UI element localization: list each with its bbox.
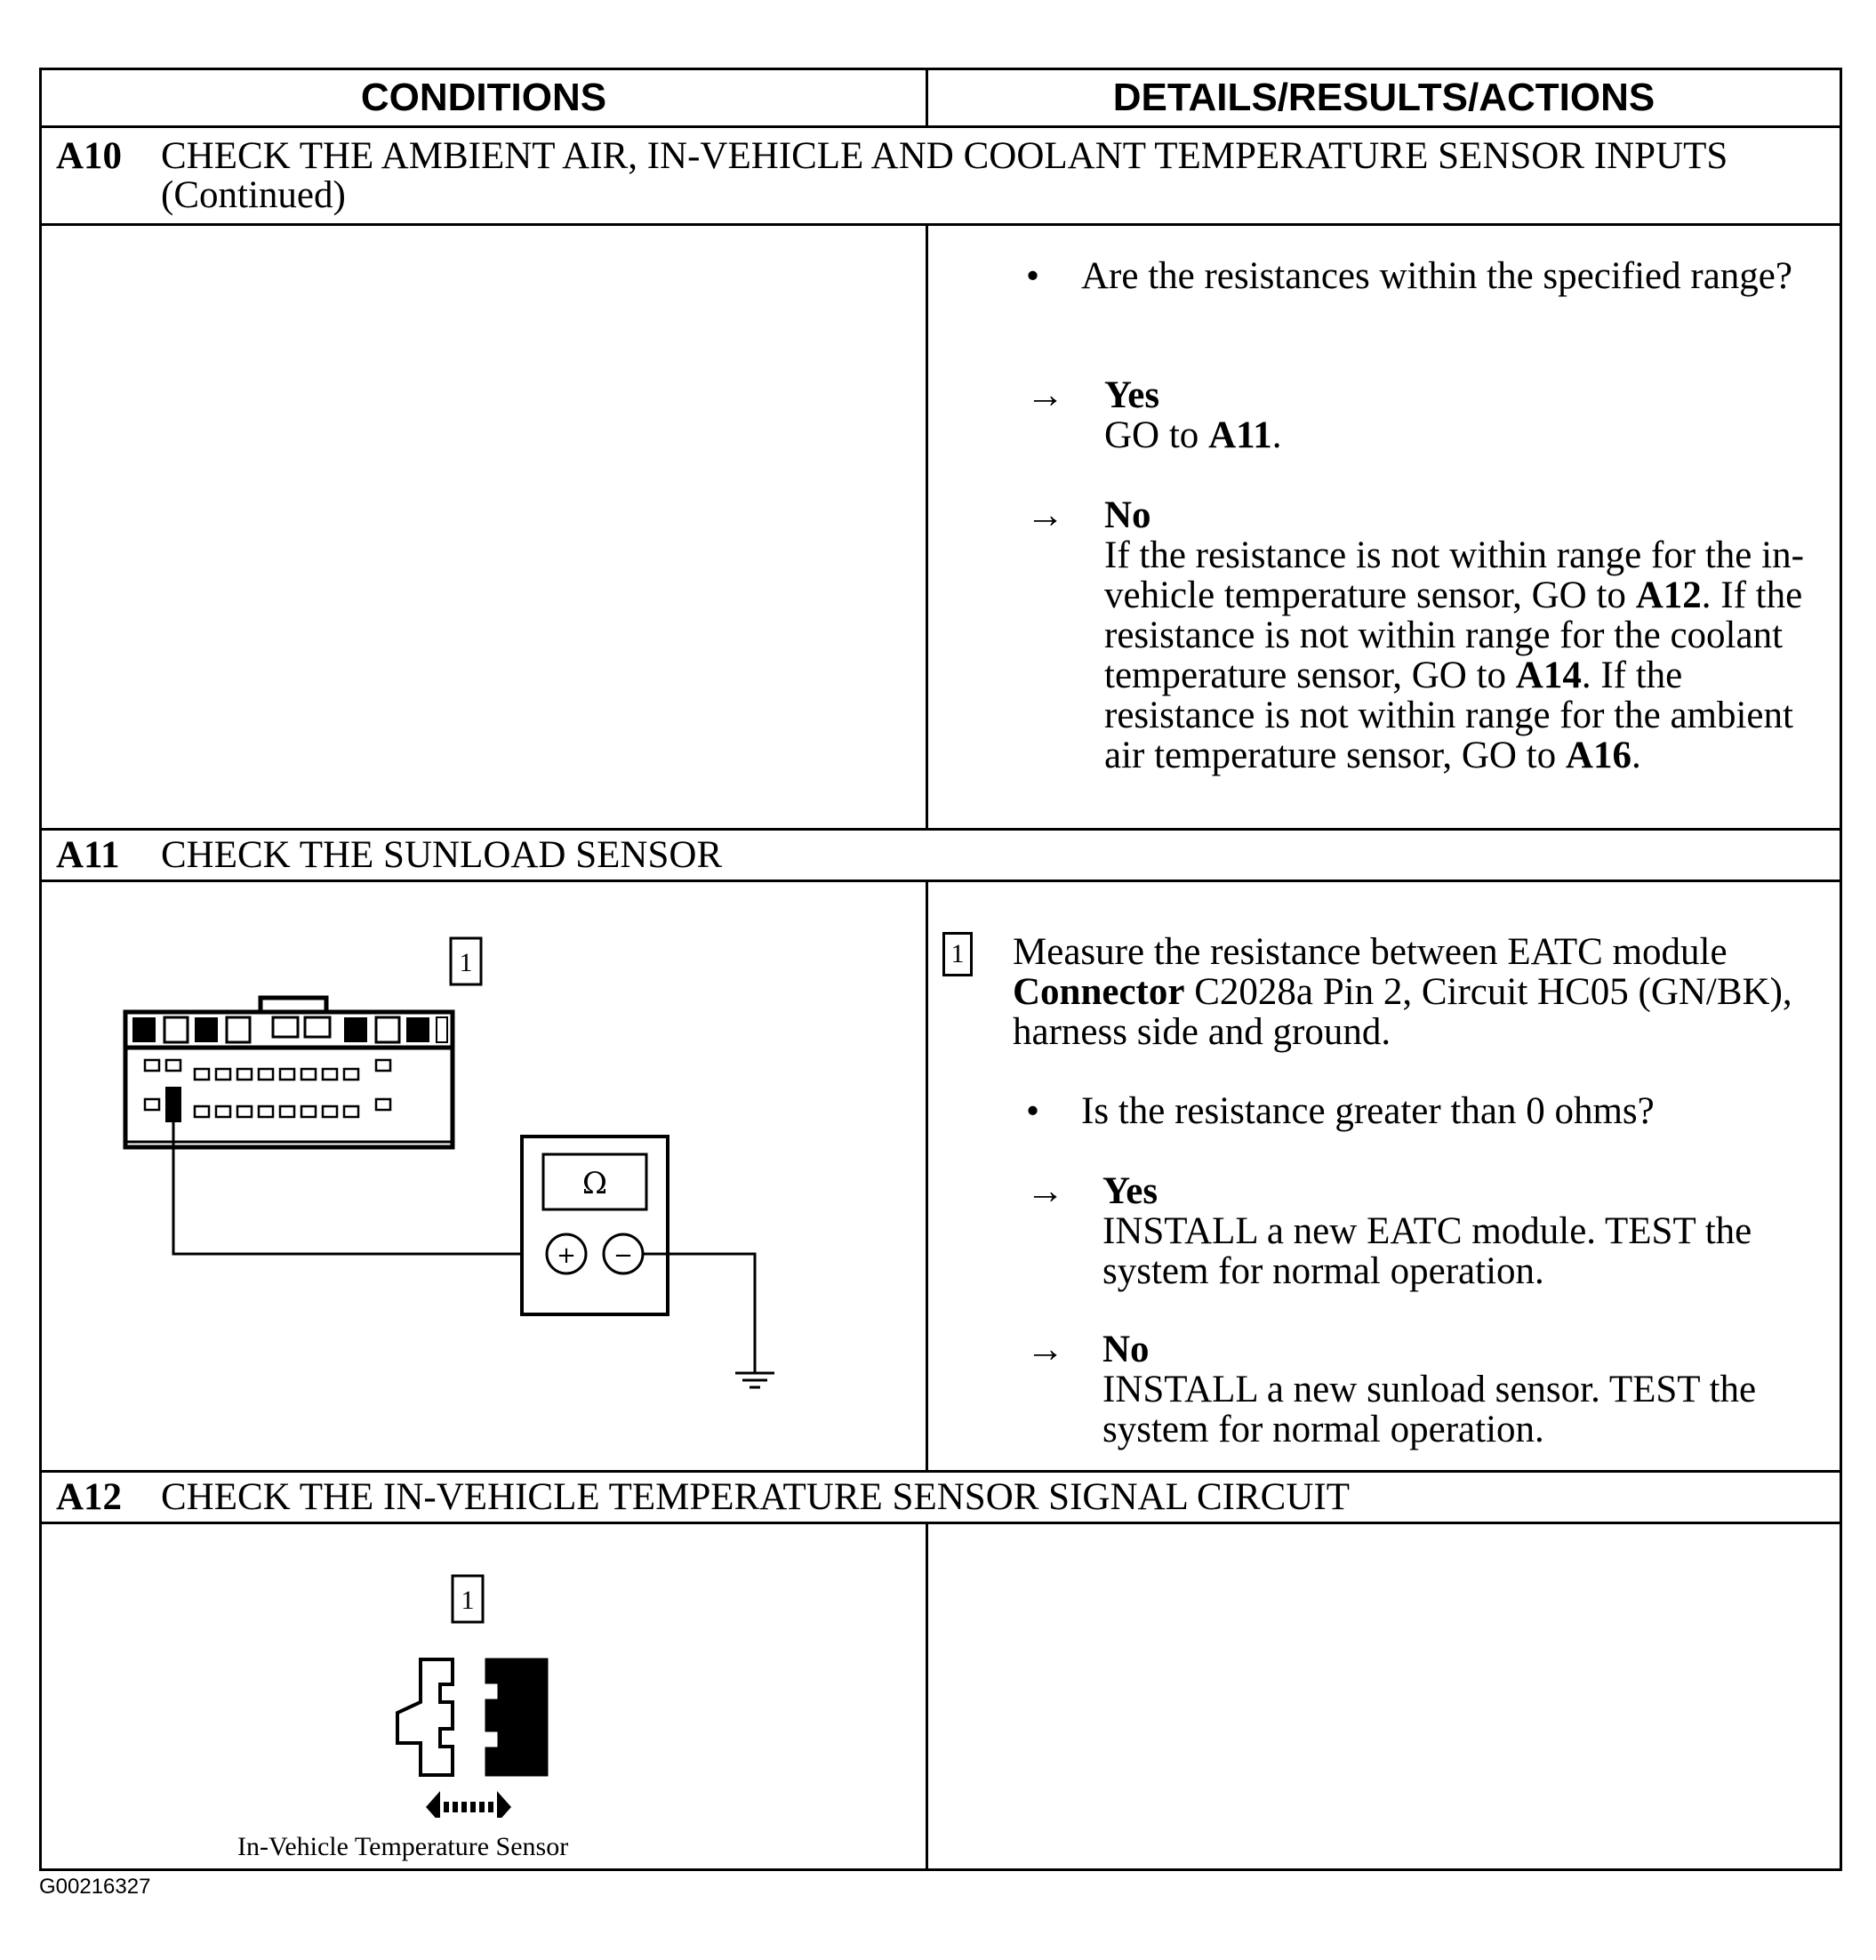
a11-question: Is the resistance greater than 0 ohms? [1081, 1090, 1655, 1132]
a10-step-title: CHECK THE AMBIENT AIR, IN-VEHICLE AND COOLANT TEMPERATURE SENSOR INPUTS (Continued) [161, 135, 1728, 216]
a11-conditions-cell [39, 880, 928, 1473]
a11-section-header [39, 828, 1842, 882]
a11-yes-arrow-icon: → [1026, 1170, 1064, 1212]
a11-bullet-icon: • [1026, 1090, 1040, 1132]
conditions-header [39, 68, 928, 128]
procedure-table [39, 68, 1842, 1871]
a11-step-code: A11 [56, 834, 120, 876]
a10-yes-label: Yes [1104, 374, 1160, 416]
step-1-marker [451, 938, 481, 984]
a12-step-code: A12 [56, 1476, 123, 1518]
a11-step-title: CHECK THE SUNLOAD SENSOR [161, 834, 723, 876]
a11-step-text: Measure the resistance between EATC module Connector C2028a Pin 2, Circuit HC05 (GN/BK), harness side and ground. [1013, 931, 1792, 1053]
svg-text:1: 1 [461, 1586, 475, 1615]
a12-details-cell [926, 1522, 1842, 1871]
a10-question: Are the resistances within the specified range? [1081, 255, 1792, 297]
conditions-header-text: CONDITIONS [360, 76, 607, 119]
a11-yes-label: Yes [1102, 1170, 1158, 1212]
svg-text:+: + [557, 1242, 576, 1269]
a11-yes-action: INSTALL a new EATC module. TEST the system for normal operation. [1102, 1210, 1752, 1292]
a10-yes-action: GO to A11. [1104, 414, 1282, 456]
a10-conditions-cell [39, 223, 928, 831]
details-header-text: DETAILS/RESULTS/ACTIONS [1112, 76, 1656, 119]
a12-section-header [39, 1470, 1842, 1524]
sunload-test-diagram [42, 882, 926, 1469]
svg-text:1: 1 [459, 948, 473, 977]
a10-bullet-icon: • [1026, 255, 1040, 297]
a10-no-action: If the resistance is not within range for the in-vehicle temperature sensor, GO to A12. If the resistance is not within range for the coolant temperature sensor, GO to A14. If the resistance is not within range for the ambient air temperature sensor, GO to A16. [1104, 534, 1804, 776]
disconnect-arrow-icon [426, 1791, 511, 1818]
a12-step-title: CHECK THE IN-VEHICLE TEMPERATURE SENSOR SIGNAL CIRCUIT [161, 1476, 1350, 1518]
details-header [926, 68, 1842, 128]
step-1-marker [453, 1576, 483, 1622]
a10-yes-arrow-icon: → [1026, 374, 1064, 416]
svg-text:−: − [613, 1242, 633, 1269]
in-vehicle-sensor-diagram [42, 1524, 926, 1818]
a11-step-number: 1 [942, 932, 973, 976]
a11-no-label: No [1102, 1329, 1150, 1370]
svg-text:Ω: Ω [581, 1166, 608, 1201]
a10-no-label: No [1104, 494, 1151, 536]
a10-section-header [39, 125, 1842, 226]
a10-step-code: A10 [56, 135, 123, 177]
a11-no-arrow-icon: → [1026, 1329, 1064, 1370]
ground-icon [735, 1373, 774, 1387]
a10-details-cell [926, 223, 1842, 831]
a11-details-cell [926, 880, 1842, 1473]
a11-no-action: INSTALL a new sunload sensor. TEST the system for normal operation. [1102, 1369, 1757, 1450]
figure-id: G00216327 [39, 1875, 151, 1899]
a10-no-arrow-icon: → [1026, 494, 1064, 536]
a12-conditions-cell [39, 1522, 928, 1871]
sensor-caption: In-Vehicle Temperature Sensor [237, 1832, 569, 1861]
ohmmeter-icon [522, 1137, 668, 1314]
sensor-connector-icon [397, 1659, 547, 1775]
